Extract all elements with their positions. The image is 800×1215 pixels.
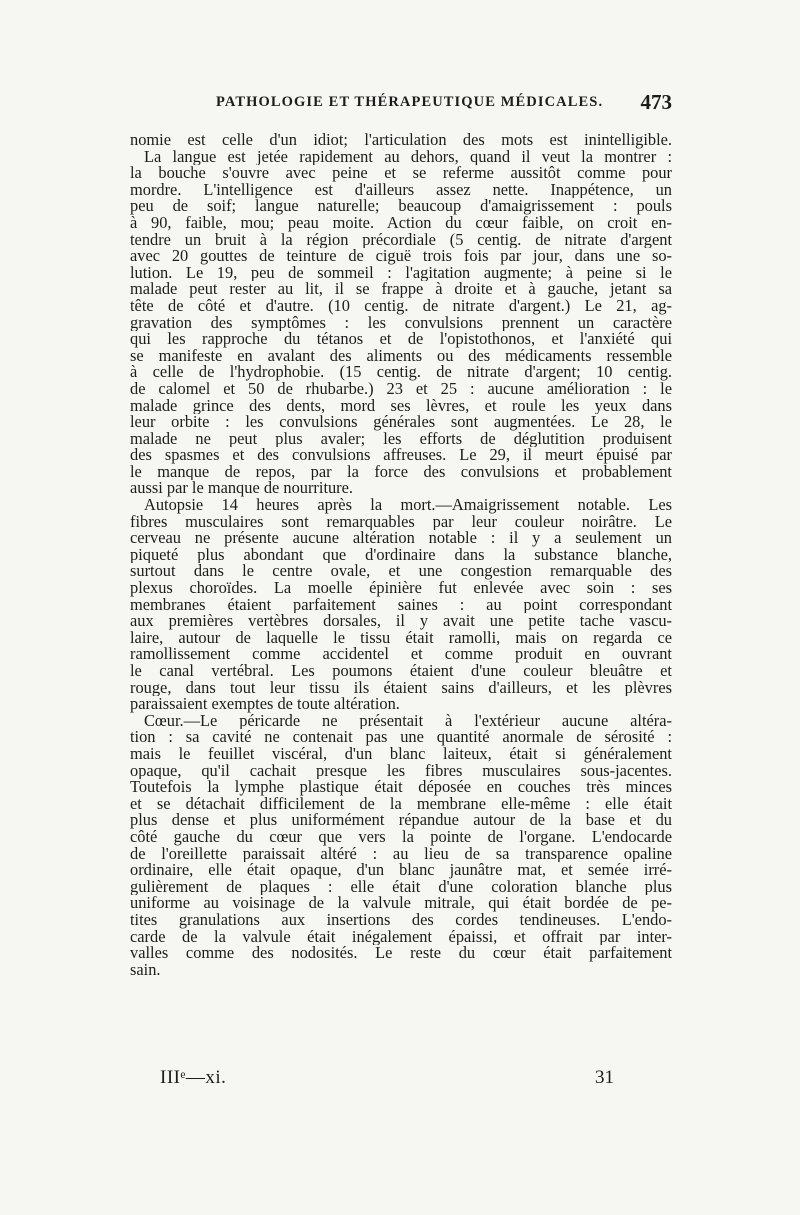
text-line: ordinaire, elle était opaque, d'un blanc jaunâtre mat, et semée irré-: [130, 862, 672, 879]
signature-mark: IIIᵉ—xi.: [160, 1067, 227, 1088]
text-line: membranes étaient parfaitement saines : au point correspondant: [130, 596, 672, 614]
text-line: tites granulations aux insertions des cordes tendineuses. L'endo-: [130, 911, 672, 929]
text-line: lution. Le 19, peu de sommeil : l'agitation augmente; à peine si le: [130, 264, 672, 282]
text-line: uniforme au voisinage de la valvule mitrale, qui était bordée de pe-: [130, 895, 672, 912]
text-line: malade ne peut plus avaler; les efforts de déglutition produisent: [130, 430, 672, 448]
text-line: gulièrement de plaques : elle était d'une coloration blanche plus: [130, 878, 672, 896]
text-line: des spasmes et des convulsions affreuses. Le 29, il meurt épuisé par: [130, 447, 672, 464]
page-number: 473: [640, 90, 672, 114]
text-line: se manifeste en avalant des aliments ou des médicaments ressemble: [130, 347, 672, 365]
text-line: la bouche s'ouvre avec peine et se referme aussitôt comme pour: [130, 165, 672, 182]
text-line: cerveau ne présente aucune altération notable : il y a seulement un: [130, 530, 672, 547]
text-line: valles comme des nodosités. Le reste du cœur était parfaitement: [130, 945, 672, 962]
text-line: Cœur.—Le péricarde ne présentait à l'extérieur aucune altéra-: [144, 712, 672, 730]
text-line: peu de soif; langue naturelle; beaucoup d'amaigrissement : pouls: [130, 198, 672, 215]
text-line: ramollissement comme accidentel et comme produit en ouvrant: [130, 646, 672, 663]
text-line: nomie est celle d'un idiot; l'articulation des mots est inintelligible.: [130, 132, 672, 149]
text-line: plus dense et plus uniformément répandue autour de la base et du: [130, 812, 672, 829]
text-line: côté gauche du cœur que vers la pointe de l'organe. L'endocarde: [130, 828, 672, 846]
text-line: qui les rapproche du tétanos et de l'opistothonos, et l'anxiété qui: [130, 331, 672, 348]
text-line: à celle de l'hydrophobie. (15 centig. de nitrate d'argent; 10 centig.: [130, 364, 672, 381]
text-line: Autopsie 14 heures après la mort.—Amaigrissement notable. Les: [144, 497, 672, 514]
text-line: leur orbite : les convulsions générales sont augmentées. Le 28, le: [130, 414, 672, 431]
text-line: aux premières vertèbres dorsales, il y avait une petite tache vascu-: [130, 613, 672, 630]
text-line: La langue est jetée rapidement au dehors, quand il veut la montrer :: [144, 148, 672, 166]
text-line: le manque de repos, par la force des convulsions et probablement: [130, 463, 672, 481]
text-line: tendre un bruit à la région précordiale (5 centig. de nitrate d'argent: [130, 231, 672, 249]
text-line: malade peut rester au lit, il se frappe à droite et à gauche, jetant sa: [130, 281, 672, 298]
text-line: et se détachait difficilement de la membrane elle-même : elle était: [130, 795, 672, 813]
running-head: [130, 92, 670, 118]
text-line: fibres musculaires sont remarquables par leur couleur noirâtre. Le: [130, 513, 672, 531]
text-line: le canal vertébral. Les poumons étaient d'une couleur bleuâtre et: [130, 663, 672, 680]
text-line: tête de côté et d'autre. (10 centig. de nitrate d'argent.) Le 21, ag-: [130, 297, 672, 315]
text-line: sain.: [130, 961, 161, 979]
text-line: de calomel et 50 de rhubarbe.) 23 et 25 : aucune amélioration : le: [130, 380, 672, 398]
text-line: Toutefois la lymphe plastique était déposée en couches très minces: [130, 779, 672, 796]
text-line: à 90, faible, mou; peau moite. Action du cœur faible, on croit en-: [130, 214, 672, 232]
page-footer: [130, 1067, 672, 1097]
text-line: avec 20 gouttes de teinture de ciguë trois fois par jour, dans une so-: [130, 248, 672, 265]
text-line: surtout dans le centre ovale, et une congestion remarquable des: [130, 563, 672, 581]
text-line: laire, autour de laquelle le tissu était ramolli, mais on regarda ce: [130, 629, 672, 647]
text-line: opaque, qu'il cachait presque les fibres musculaires sous-jacentes.: [130, 762, 672, 780]
text-line: de l'oreillette paraissait altéré : au lieu de sa transparence opaline: [130, 845, 672, 863]
text-line: tion : sa cavité ne contenait pas une quantité anormale de sérosité :: [130, 729, 672, 746]
text-line: plexus choroïdes. La moelle épinière fut enlevée avec soin : ses: [130, 580, 672, 597]
text-line: piqueté plus abondant que d'ordinaire dans la substance blanche,: [130, 546, 672, 564]
text-line: carde de la valvule était inégalement épaissi, et offrait par inter-: [130, 928, 672, 946]
text-line: paraissaient exemptes de toute altération.: [130, 696, 400, 713]
text-line: mais le feuillet viscéral, d'un blanc laiteux, était si généralement: [130, 745, 672, 763]
running-title: PATHOLOGIE ET THÉRAPEUTIQUE MÉDICALES.: [216, 94, 604, 110]
body-text: [130, 132, 672, 978]
text-line: mordre. L'intelligence est d'ailleurs assez nette. Inappétence, un: [130, 181, 672, 199]
text-line: aussi par le manque de nourriture.: [130, 480, 354, 498]
text-line: gravation des symptômes : les convulsions prennent un caractère: [130, 314, 672, 332]
text-line: malade grince des dents, mord ses lèvres, et roule les yeux dans: [130, 397, 672, 415]
folio-number: 31: [595, 1067, 614, 1088]
text-line: rouge, dans tout leur tissu ils étaient sains d'ailleurs, et les plèvres: [130, 679, 672, 697]
